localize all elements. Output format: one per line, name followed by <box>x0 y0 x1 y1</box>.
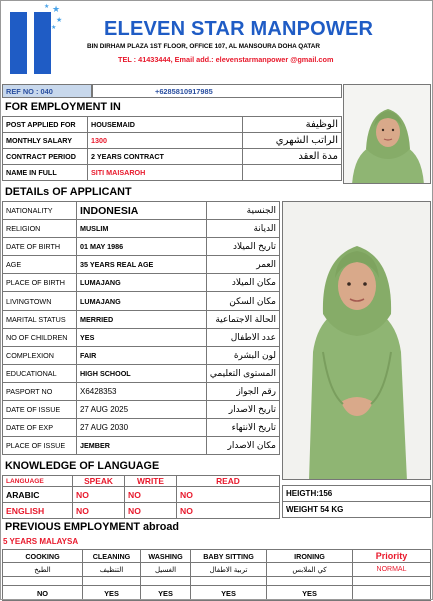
phone-number: +6285810917985 <box>92 84 342 98</box>
row-value: INDONESIA <box>76 202 206 220</box>
table-row <box>3 419 280 437</box>
table-header-row <box>3 550 431 563</box>
table-row <box>3 256 280 274</box>
arabic-header: التنظيف <box>83 563 141 577</box>
column-header: LANGUAGE <box>3 476 73 487</box>
arabic-header: كي الملابس <box>267 563 353 577</box>
row-arabic: عدد الاطفال <box>206 328 279 346</box>
row-label: CONTRACT PERIOD <box>3 149 88 165</box>
row-value: YES <box>76 328 206 346</box>
star-icon: ★ <box>52 5 61 15</box>
skill-value: YES <box>191 586 267 601</box>
row-value: 35 YEARS REAL AGE <box>76 256 206 274</box>
employment-heading: FOR EMPLOYMENT IN <box>5 101 121 113</box>
ref-number: REF NO : 040 <box>2 84 92 98</box>
table-row <box>283 502 431 518</box>
column-header: CLEANING <box>83 550 141 563</box>
table-row <box>3 401 280 419</box>
column-header: IRONING <box>267 550 353 563</box>
row-value: LUMAJANG <box>76 292 206 310</box>
applicant-photo-full <box>282 201 431 480</box>
table-row <box>3 238 280 256</box>
star-icon: ★ <box>51 24 57 31</box>
row-arabic: الديانة <box>206 220 279 238</box>
table-row <box>3 328 280 346</box>
row-arabic: مكان السكن <box>206 292 279 310</box>
row-arabic: العمر <box>206 256 279 274</box>
arabic-header: الطبخ <box>3 563 83 577</box>
language-table <box>2 475 280 519</box>
row-label: DATE OF EXP <box>3 419 77 437</box>
table-row <box>3 437 280 455</box>
row-label: COMPLEXION <box>3 346 77 364</box>
column-header: WRITE <box>125 476 177 487</box>
row-value: SITI MAISAROH <box>88 165 243 181</box>
table-row <box>3 220 280 238</box>
row-arabic: المستوى التعليمي <box>206 364 279 382</box>
column-header: WASHING <box>141 550 191 563</box>
row-label: NATIONALITY <box>3 202 77 220</box>
row-arabic: لون البشرة <box>206 346 279 364</box>
row-value: LUMAJANG <box>76 274 206 292</box>
row-label: PLACE OF ISSUE <box>3 437 77 455</box>
table-row <box>3 117 342 133</box>
company-contact: TEL : 41433444, Email add.: elevenstarmanpower @gmail.com <box>118 55 334 64</box>
skill-value: NO <box>3 586 83 601</box>
row-label: EDUCATIONAL <box>3 364 77 382</box>
employment-table <box>2 116 342 181</box>
arabic-header: الغسيل <box>141 563 191 577</box>
row-arabic: مكان الاصدار <box>206 437 279 455</box>
height-value: HEIGTH:156 <box>283 486 431 502</box>
row-label: RELIGION <box>3 220 77 238</box>
language-name: ARABIC <box>3 487 73 503</box>
row-value: 1300 <box>88 133 243 149</box>
company-logo <box>6 2 64 82</box>
row-value: 27 AUG 2030 <box>76 419 206 437</box>
details-table <box>2 201 280 455</box>
row-label: MARITAL STATUS <box>3 310 77 328</box>
table-row <box>3 165 342 181</box>
language-heading: KNOWLEDGE OF LANGUAGE <box>5 460 160 472</box>
row-value: 01 MAY 1986 <box>76 238 206 256</box>
row-arabic: الحالة الاجتماعية <box>206 310 279 328</box>
priority-value: NORMAL <box>353 563 431 577</box>
row-label: DATE OF BIRTH <box>3 238 77 256</box>
row-value: MERRIED <box>76 310 206 328</box>
row-label: LIVINGTOWN <box>3 292 77 310</box>
table-row <box>3 382 280 400</box>
table-row <box>3 149 342 165</box>
row-label: PLACE OF BIRTH <box>3 274 77 292</box>
row-value: HOUSEMAID <box>88 117 243 133</box>
language-name: ENGLISH <box>3 503 73 519</box>
company-address: BIN DIRHAM PLAZA 1ST FLOOR, OFFICE 107, AL MANSOURA DOHA QATAR <box>87 43 321 50</box>
table-row <box>3 274 280 292</box>
row-arabic: تاريخ الميلاد <box>206 238 279 256</box>
row-value: 2 YEARS CONTRACT <box>88 149 243 165</box>
skill-value: YES <box>141 586 191 601</box>
table-row <box>3 346 280 364</box>
row-value: JEMBER <box>76 437 206 455</box>
table-row <box>3 487 280 503</box>
priority-label: Priority <box>353 550 431 563</box>
column-header: READ <box>177 476 280 487</box>
skill-value: YES <box>83 586 141 601</box>
table-row <box>3 577 431 586</box>
physical-table <box>282 485 431 518</box>
column-header: SPEAK <box>73 476 125 487</box>
row-arabic: مكان الميلاد <box>206 274 279 292</box>
row-arabic: رقم الجواز <box>206 382 279 400</box>
table-row <box>3 133 342 149</box>
details-heading: DETAILs OF APPLICANT <box>5 186 132 198</box>
star-icon: ★ <box>44 3 50 10</box>
table-row <box>3 563 431 577</box>
arabic-header: تربية الاطفال <box>191 563 267 577</box>
read-value: NO <box>177 487 280 503</box>
row-label: AGE <box>3 256 77 274</box>
table-row <box>3 503 280 519</box>
row-label: NO OF CHILDREN <box>3 328 77 346</box>
row-arabic: مدة العقد <box>243 149 342 165</box>
row-arabic <box>243 165 342 181</box>
row-label: NAME IN FULL <box>3 165 88 181</box>
row-arabic: الراتب الشهري <box>243 133 342 149</box>
write-value: NO <box>125 487 177 503</box>
read-value: NO <box>177 503 280 519</box>
row-arabic: الجنسية <box>206 202 279 220</box>
table-row <box>3 586 431 601</box>
column-header: BABY SITTING <box>191 550 267 563</box>
speak-value: NO <box>73 503 125 519</box>
table-row <box>283 486 431 502</box>
previous-employment-years: 5 YEARS MALAYSA <box>3 537 79 546</box>
skill-value: YES <box>267 586 353 601</box>
row-arabic: تاريخ الانتهاء <box>206 419 279 437</box>
row-value: 27 AUG 2025 <box>76 401 206 419</box>
row-label: POST APPLIED FOR <box>3 117 88 133</box>
previous-employment-table <box>2 549 431 601</box>
table-row <box>3 202 280 220</box>
row-arabic: الوظيفة <box>243 117 342 133</box>
table-row <box>3 310 280 328</box>
table-row <box>3 292 280 310</box>
row-value: MUSLIM <box>76 220 206 238</box>
previous-employment-heading: PREVIOUS EMPLOYMENT abroad <box>5 521 179 533</box>
star-icon: ★ <box>56 16 63 24</box>
row-value: FAIR <box>76 346 206 364</box>
company-name: ELEVEN STAR MANPOWER <box>104 18 374 40</box>
applicant-photo-small <box>343 84 431 184</box>
row-arabic: تاريخ الاصدار <box>206 401 279 419</box>
row-value: HIGH SCHOOL <box>76 364 206 382</box>
speak-value: NO <box>73 487 125 503</box>
row-value: X6428353 <box>76 382 206 400</box>
column-header: COOKING <box>3 550 83 563</box>
row-label: DATE OF ISSUE <box>3 401 77 419</box>
weight-value: WEIGHT 54 KG <box>283 502 431 518</box>
write-value: NO <box>125 503 177 519</box>
row-label: PASPORT NO <box>3 382 77 400</box>
table-row <box>3 364 280 382</box>
table-header-row <box>3 476 280 487</box>
row-label: MONTHLY SALARY <box>3 133 88 149</box>
